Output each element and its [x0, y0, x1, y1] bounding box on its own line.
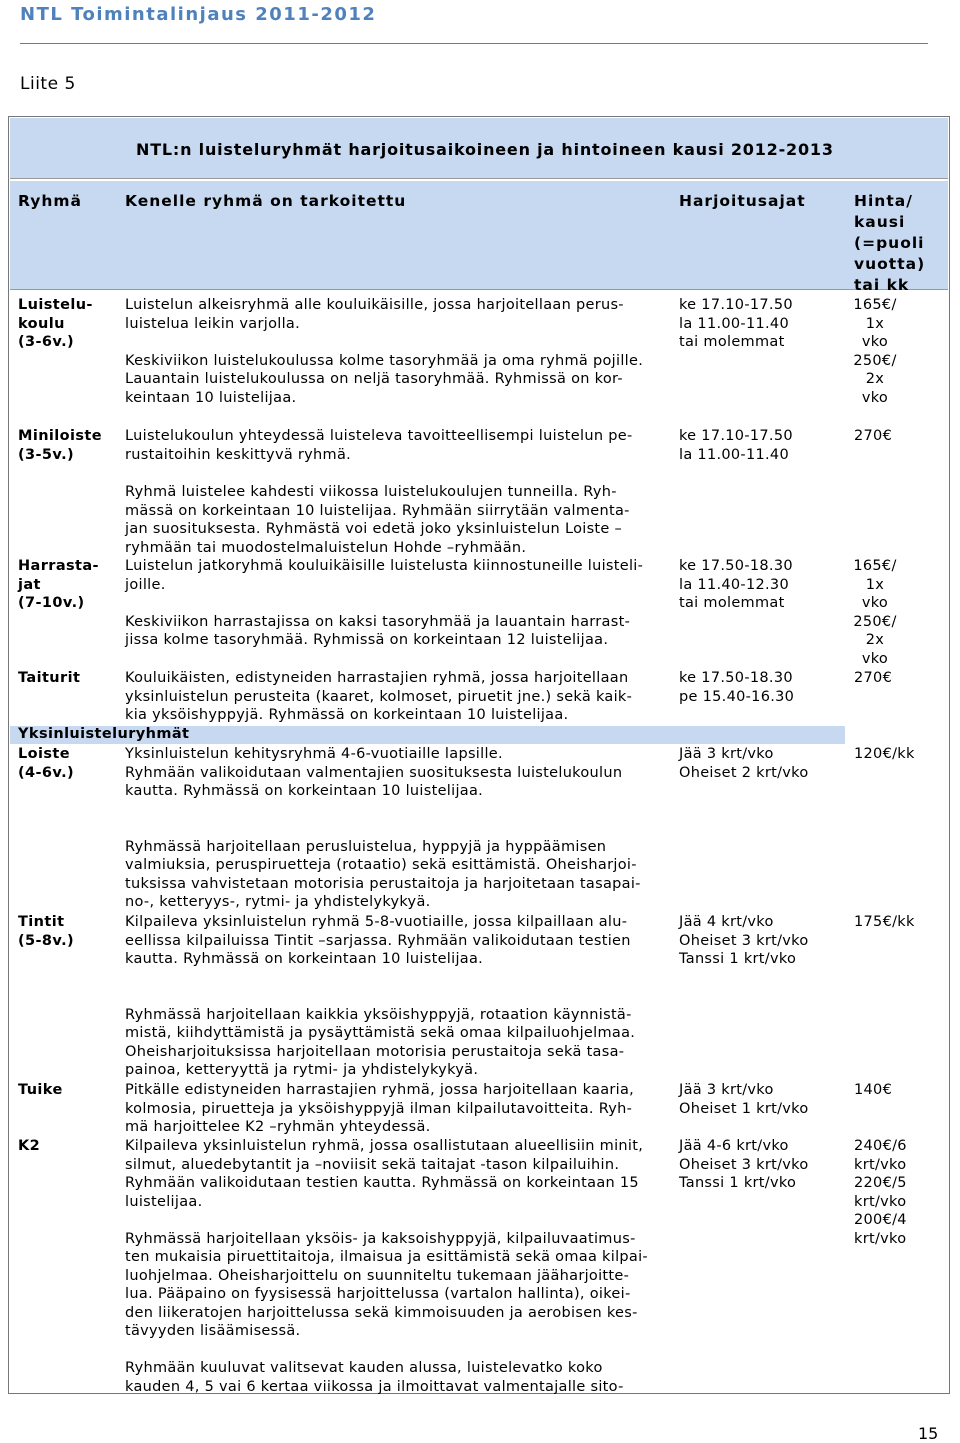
group-description: Luistelukoulun yhteydessä luisteleva tavoitteellisempi luistelun pe- rustaitoihin keskittyvä ryhmä. — [125, 428, 633, 463]
group-description: Kilpaileva yksinluistelun ryhmä, jossa osallistutaan alueellisiin minit, silmut, aluedebytantit ja –noviisit sekä taitajat -tason kilpailuihin. Ryhmään valikoidutaan testien kautta. Ryhmässä on korkeintaan 15 luistelijaa. Ryhmässä harjoitellaan yksöis- ja kaksoishyppyjä, kilpailuvaatimus- ten mukaisia piruettitaitoja, ilmaisua ja esittämistä sekä omaa kilpai- luohjelmaa. Oheisharjoittelu on suunniteltu tukemaan jääharjoitte- lua. Pääpaino on fyysisessä harjoittelussa (vartalon hallinta), oikei- den liikeratojen harjoittelussa sekä kimmoisuuden ja aerobisen kes- tävyyden lisäämisessä. Ryhmään kuuluvat valitsevat kauden alussa, luistelevatko koko kauden 4, 5 vai 6 kertaa viikossa ja ilmoittavat valmentajalle sito- — [125, 1138, 648, 1395]
table-title: NTL:n luisteluryhmät harjoitusaikoineen ja hintoineen kausi 2012-2013 — [136, 140, 834, 159]
training-times: ke 17.50-18.30 pe 15.40-16.30 — [679, 670, 795, 705]
group-description: Yksinluistelun kehitysryhmä 4-6-vuotiaille lapsille. Ryhmään valikoidutaan valmentajien suosituksesta luistelukoulun kautta. Ryhmässä on korkeintaan 10 luistelijaa. Ryhmässä harjoitellaan perusluistelua, hyppyjä ja hyppäämisen valmiuksia, peruspiruetteja (rotaatio) sekä esittämistä. Oheisharjoi- tuksissa vahvistetaan motorisia perustaitoja ja harjoitetaan tasapai- no-, ketteryys-, rytmi- ja yhdistelykykyä. — [125, 746, 641, 910]
group-description: Kouluikäisten, edistyneiden harrastajien ryhmä, jossa harjoitellaan yksinluistelun perusteita (kaaret, kolmoset, piruetit jne.) sekä kaik- kia yksöishyppyjä. Ryhmässä on korkeintaan 10 luistelijaa. — [125, 670, 633, 723]
group-name: Harrasta- jat (7-10v.) — [18, 558, 99, 611]
header-price: Hinta/ kausi (=puoli vuotta) tai kk — [854, 192, 926, 294]
group-name: Tintit (5-8v.) — [18, 914, 75, 949]
training-times: Jää 4-6 krt/vko Oheiset 3 krt/vko Tanssi 1 krt/vko — [679, 1138, 809, 1191]
appendix-label: Liite 5 — [20, 74, 76, 94]
price: 140€ — [854, 1082, 893, 1098]
group-description: Pitkälle edistyneiden harrastajien ryhmä, jossa harjoitellaan kaaria, kolmosia, piruetteja ja yksöishyppyjä ilman kilpailutavoitteita. Ryh- mä harjoittelee K2 –ryhmän yhteydessä. — [125, 1082, 635, 1135]
group-name: Taiturit — [18, 670, 81, 686]
group-name: Luistelu- koulu (3-6v.) — [18, 297, 93, 350]
price: 165€/ 1x vko 250€/ 2x vko — [853, 297, 897, 406]
training-times: ke 17.50-18.30 la 11.40-12.30 tai molemmat — [679, 558, 793, 611]
document-header-title: NTL Toimintalinjaus 2011-2012 — [20, 4, 377, 25]
header-purpose: Kenelle ryhmä on tarkoitettu — [125, 192, 407, 210]
price: 240€/6 krt/vko 220€/5 krt/vko 200€/4 krt/vko — [854, 1138, 907, 1247]
group-description: Luistelun alkeisryhmä alle kouluikäisille, jossa harjoitellaan perus- luistelua leikin varjolla. Keskiviikon luistelukoulussa kolme tasoryhmää ja oma ryhmä pojille. Lauantain luistelukoulussa on neljä tasoryhmää. Ryhmissä on kor- keintaan 10 luistelijaa. — [125, 297, 644, 406]
header-group: Ryhmä — [18, 192, 82, 210]
price: 175€/kk — [854, 914, 915, 930]
training-times: Jää 3 krt/vko Oheiset 2 krt/vko — [679, 746, 809, 781]
training-times: Jää 3 krt/vko Oheiset 1 krt/vko — [679, 1082, 809, 1117]
training-times: ke 17.10-17.50 la 11.00-11.40 tai molemmat — [679, 297, 793, 350]
header-rule — [20, 43, 928, 44]
header-times: Harjoitusajat — [679, 192, 806, 210]
training-times: ke 17.10-17.50 la 11.00-11.40 — [679, 428, 793, 463]
group-name: Tuike — [18, 1082, 63, 1098]
price: 270€ — [854, 670, 893, 686]
group-name: Miniloiste (3-5v.) — [18, 428, 102, 463]
group-name: K2 — [18, 1138, 41, 1154]
group-description: Kilpaileva yksinluistelun ryhmä 5-8-vuotiaille, jossa kilpaillaan alu- eellissa kilpailuissa Tintit –sarjassa. Ryhmään valikoidutaan testien kautta. Ryhmässä on korkeintaan 10 luistelijaa. Ryhmässä harjoitellaan kaikkia yksöishyppyjä, rotaation käynnistä- mistä, kiihdyttämistä ja pysäyttämistä sekä omaa kilpailuohjelmaa. Oheisharjoituksissa harjoitellaan motorisia perustaitoja sekä tasa- painoa, ketteryyttä ja rytmi- ja yhdistelykykyä. — [125, 914, 636, 1078]
section-title: Yksinluisteluryhmät — [18, 726, 190, 742]
page-number: 15 — [918, 1424, 939, 1443]
group-name: Loiste (4-6v.) — [18, 746, 75, 781]
training-times: Jää 4 krt/vko Oheiset 3 krt/vko Tanssi 1 krt/vko — [679, 914, 809, 967]
price: 165€/ 1x vko 250€/ 2x vko — [853, 558, 897, 667]
price: 270€ — [854, 428, 893, 444]
group-description: Ryhmä luistelee kahdesti viikossa luistelukoulujen tunneilla. Ryh- mässä on korkeintaan 10 luistelijaa. Ryhmään siirrytään valmenta- jan suosituksesta. Ryhmästä voi edetä joko yksinluistelun Loiste – ryhmään tai muodostelmaluistelun Hohde –ryhmään. Luistelun jatkoryhmä kouluikäisille luistelusta kiinnostuneille luisteli- joille. Keskiviikon harrastajissa on kaksi tasoryhmää ja lauantain harrast- jissa kolme tasoryhmää. Ryhmissä on korkeintaan 12 luistelijaa. — [125, 484, 644, 648]
price: 120€/kk — [854, 746, 915, 762]
